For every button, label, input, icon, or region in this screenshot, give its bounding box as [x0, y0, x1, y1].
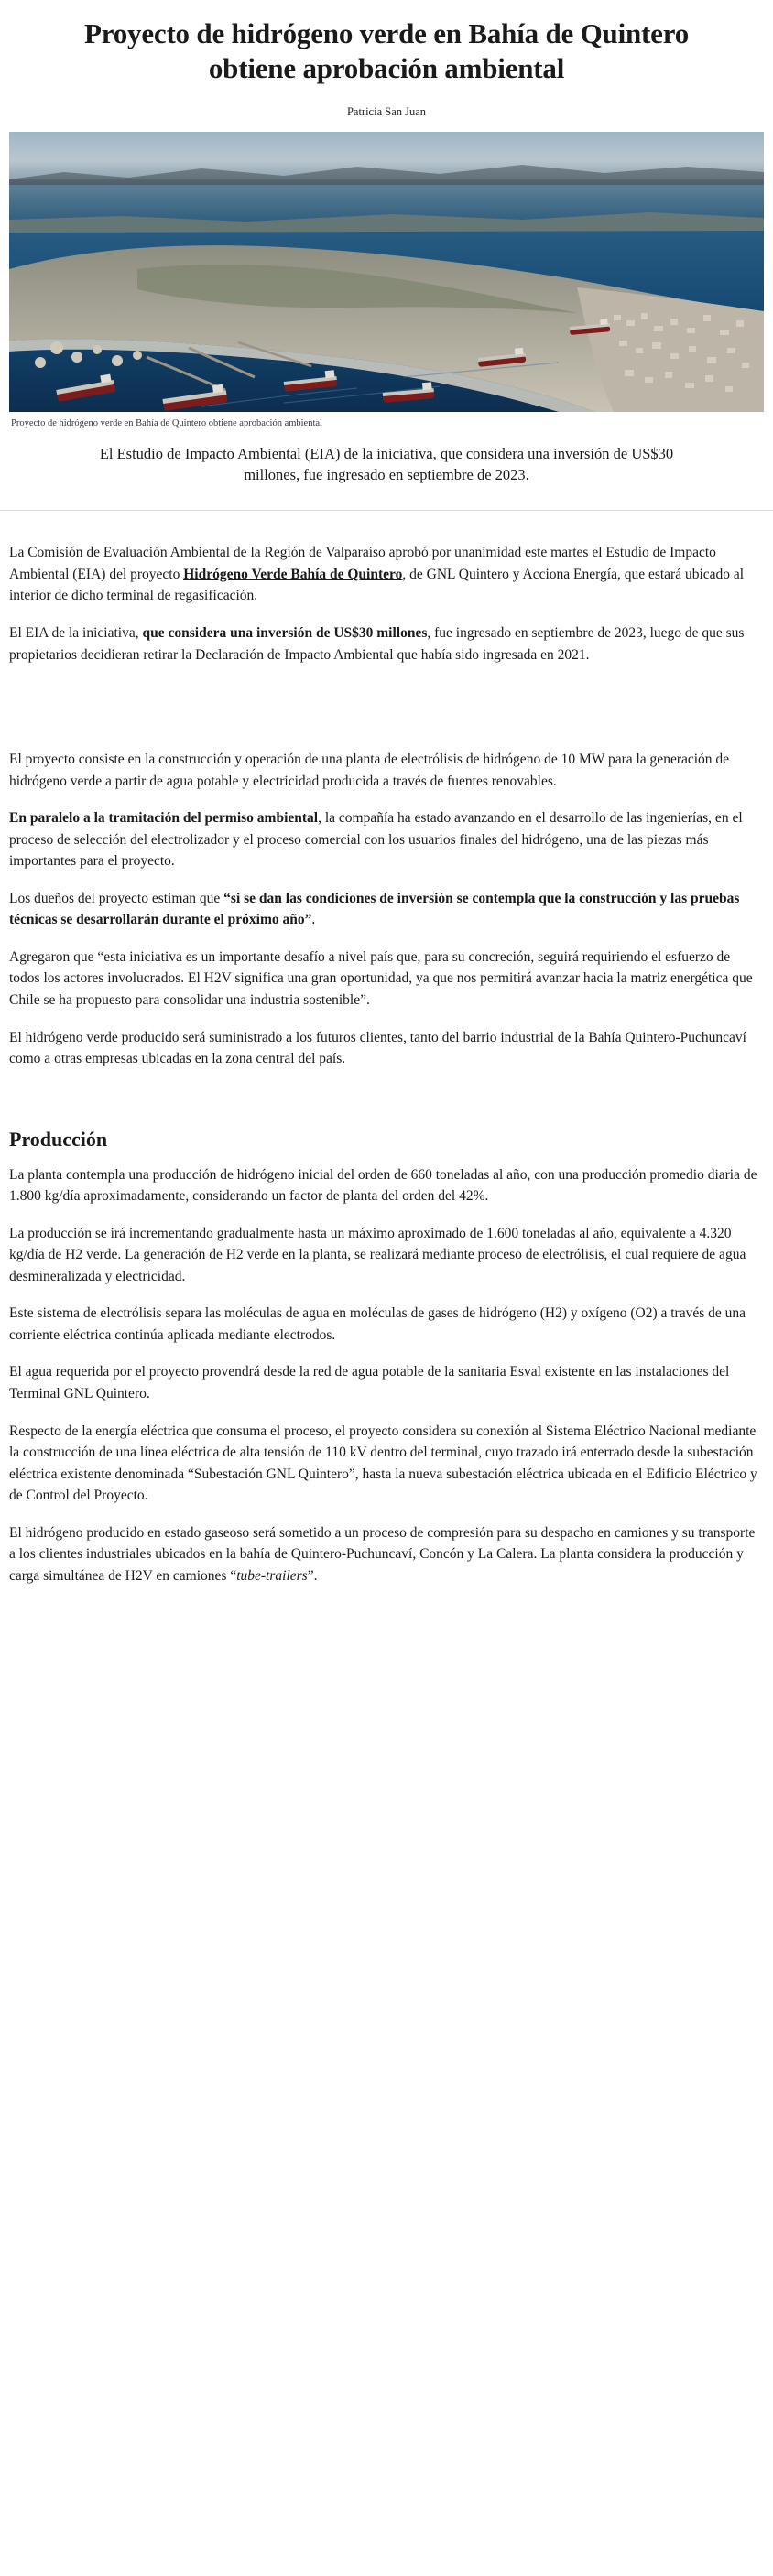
paragraph-5-text-a: Los dueños del proyecto estiman que	[9, 890, 224, 906]
paragraph-5-quote: “si se dan las condiciones de inversión se contempla que la construcción y las pruebas técnicas se desarrollarán durante el próximo año”	[9, 890, 740, 928]
article-page	[0, 16, 773, 1586]
paragraph-5	[9, 888, 764, 931]
paragraph-12: Respecto de la energía eléctrica que consuma el proceso, el proyecto considera su conexión al Sistema Eléctrico Nacional mediante la construcción de una línea eléctrica de alta tensión de 110 kV dentro del terminal, cuyo trazado irá enterrado desde la subestación eléctrica existente denominada “Subestación GNL Quintero”, hasta la nueva subestación eléctrica ubicada en el Edificio Eléctrico y de Control del Proyecto.	[9, 1423, 757, 1504]
article-body	[9, 511, 764, 1586]
paragraph-4-text: , la compañía ha estado avanzando en el desarrollo de las ingenierías, en el proceso de selección del electrolizador y el proceso comercial con los usuarios finales del hidrógeno, una de las piezas más importantes para el proyecto.	[9, 810, 743, 870]
paragraph-2-text-a: El EIA de la iniciativa,	[9, 625, 143, 641]
paragraph-1-text-a: La Comisión de Evaluación Ambiental de la Región de Valparaíso aprobó por unanimidad este martes el Estudio de Impacto Ambiental (EIA) del proyecto	[9, 545, 716, 582]
paragraph-2-emphasis: que considera una inversión de US$30 millones	[142, 625, 428, 641]
paragraph-13-italic: tube-trailers	[236, 1567, 308, 1584]
paragraph-9: La producción se irá incrementando gradualmente hasta un máximo aproximado de 1.600 toneladas al año, equivalente a 4.320 kg/día de H2 verde. La generación de H2 verde en la planta, se realizará mediante proceso de electrólisis, el cual requiere de agua desmineralizada y electricidad.	[9, 1225, 746, 1284]
aerial-bay-photo	[9, 132, 764, 412]
article-lede: El Estudio de Impacto Ambiental (EIA) de la iniciativa, que considera una inversión de US$30 millones, fue ingresado en septiembre de 2023.	[99, 444, 674, 484]
paragraph-1-text-b: , de GNL Quintero y Acciona Energía, que estará ubicado al interior de dicho terminal de regasificación.	[9, 566, 745, 604]
byline-author: Patricia San Juan	[346, 104, 427, 118]
content-gap-2	[9, 1086, 764, 1128]
paragraph-5-text-b: .	[311, 912, 316, 928]
paragraph-6: Agregaron que “esta iniciativa es un importante desafío a nivel país que, para su concreción, seguirá requiriendo el esfuerzo de todos los actores involucrados. El H2V significa una gran oportunidad, ya que nos permitirá avanzar hacia la matriz energética que Chile se ha propuesto para consolidar una industria sostenible”.	[9, 948, 753, 1009]
paragraph-10: Este sistema de electrólisis separa las moléculas de agua en moléculas de gases de hidrógeno (H2) y oxígeno (O2) a través de una corriente eléctrica continúa aplicada mediante electrodos.	[9, 1305, 746, 1343]
paragraph-3: El proyecto consiste en la construcción y operación de una planta de electrólisis de hidrógeno de 10 MW para la generación de hidrógeno verde a partir de agua potable y electricidad producida a través de fuentes renovables.	[9, 752, 730, 789]
paragraph-4	[9, 807, 764, 872]
hero-image-container	[9, 132, 764, 430]
hero-image	[9, 132, 764, 412]
paragraph-8: La planta contempla una producción de hidrógeno inicial del orden de 660 toneladas al año, con una producción promedio diaria de 1.800 kg/día aproximadamente, considerando un factor de planta del orden del 42%.	[9, 1166, 757, 1205]
paragraph-1	[9, 542, 764, 607]
paragraph-2-text-b: , fue ingresado en septiembre de 2023, luego de que sus propietarios decidieran retirar la Declaración de Impacto Ambiental que había sido ingresada en 2021.	[9, 625, 745, 663]
paragraph-2	[9, 622, 764, 666]
project-link[interactable]: Hidrógeno Verde Bahía de Quintero	[183, 566, 403, 582]
section-heading-produccion: Producción	[9, 1127, 108, 1151]
paragraph-13-text-a: El hidrógeno producido en estado gaseoso será sometido a un proceso de compresión para su despacho en camiones y su transporte a los clientes industriales ubicados en la bahía de Quintero-Puchuncaví, Concón y La Calera. La planta considera la producción y carga simultánea de H2V en camiones “	[9, 1524, 756, 1584]
paragraph-11: El agua requerida por el proyecto provendrá desde la red de agua potable de la sanitaria Esval existente en las instalaciones del Terminal GNL Quintero.	[9, 1364, 730, 1402]
paragraph-7: El hidrógeno verde producido será suministrado a los futuros clientes, tanto del barrio industrial de la Bahía Quintero-Puchuncaví como a otras empresas ubicadas en la zona central del país.	[9, 1029, 746, 1067]
paragraph-13	[9, 1522, 764, 1587]
paragraph-4-emphasis: En paralelo a la tramitación del permiso ambiental	[9, 810, 319, 827]
paragraph-13-text-b: ”.	[307, 1567, 318, 1584]
page-title: Proyecto de hidrógeno verde en Bahía de Quintero obtiene aprobación ambiental	[83, 17, 690, 85]
image-caption: Proyecto de hidrógeno verde en Bahía de Quintero obtiene aprobación ambiental	[11, 417, 322, 428]
content-gap-1	[9, 681, 764, 749]
